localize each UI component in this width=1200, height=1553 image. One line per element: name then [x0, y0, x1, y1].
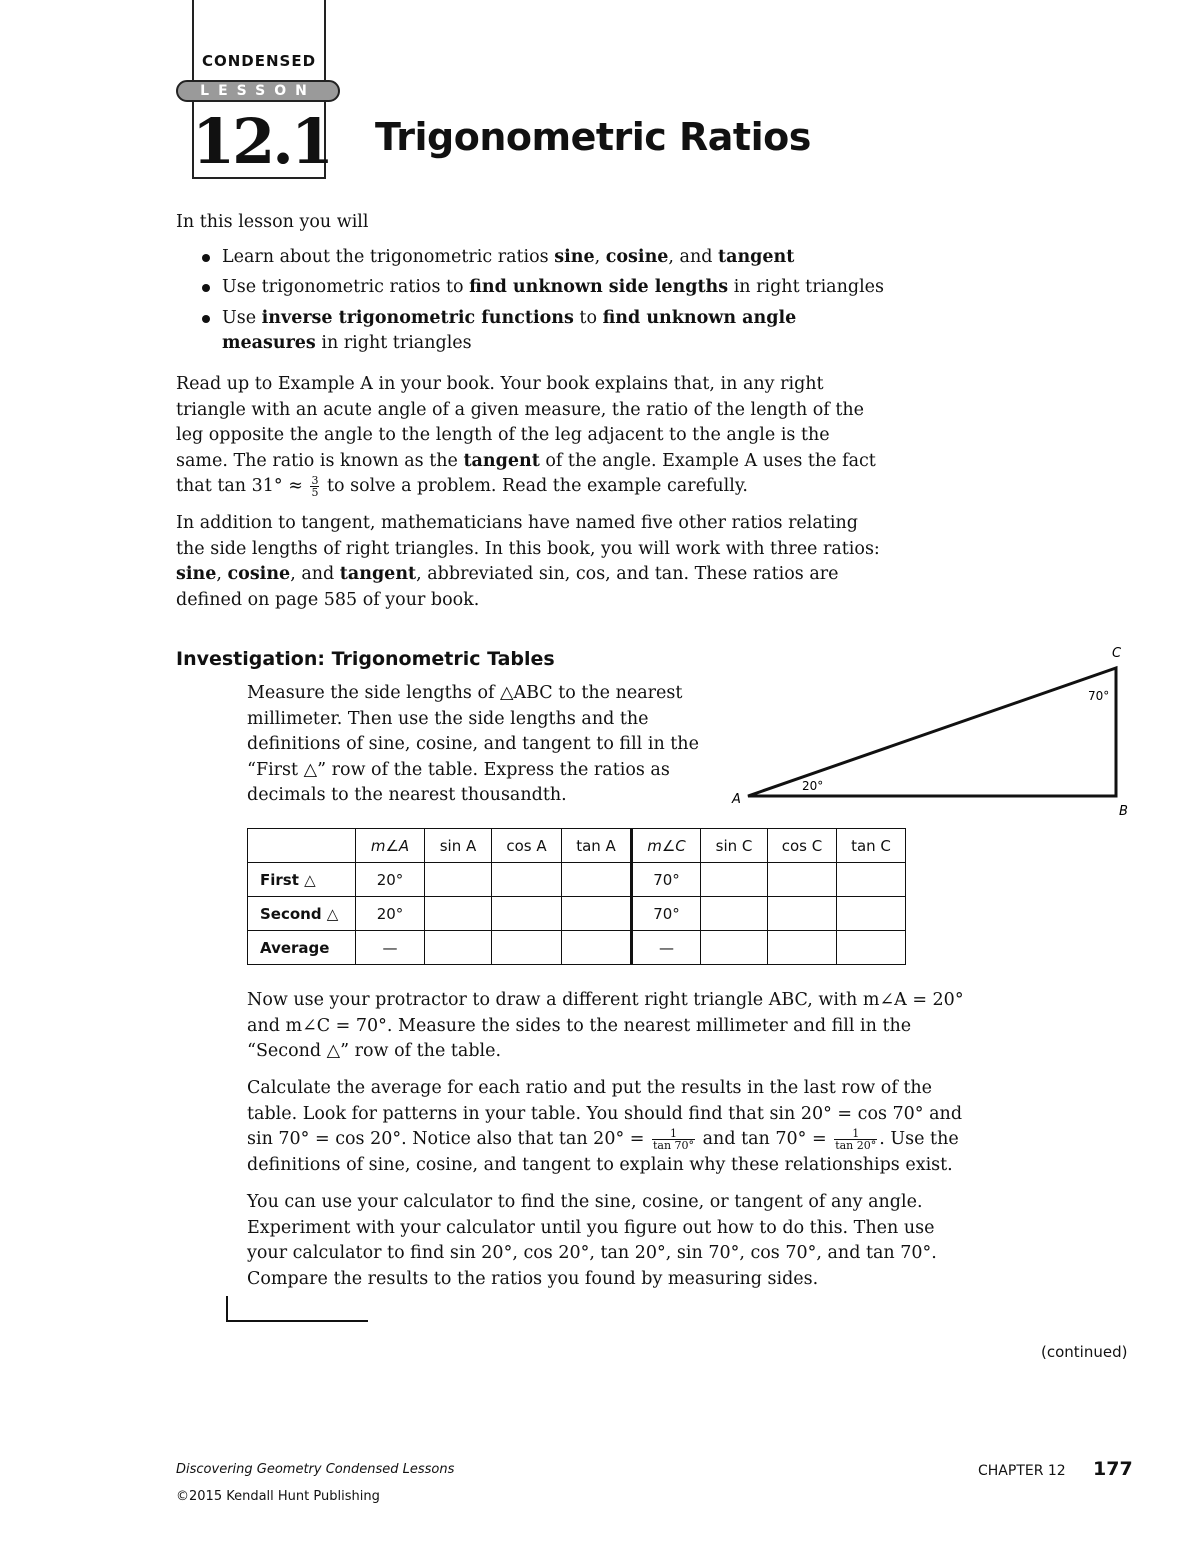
- row-label: First △: [248, 863, 356, 897]
- objective-item: Learn about the trigonometric ratios sine, cosine, and tangent: [198, 245, 896, 271]
- paragraph-second-triangle: Now use your protractor to draw a different right triangle ABC, with m∠A = 20° and m∠C = 70°. Measure the sides to the nearest millimeter and fill in the “Second △” row of the table.: [247, 990, 964, 1061]
- bullet-icon: [202, 254, 210, 262]
- footer-book-title: Discovering Geometry Condensed Lessons: [176, 1462, 455, 1477]
- objective-item: Use inverse trigonometric functions to find unknown angle measures in right triangles: [198, 306, 882, 357]
- table-cell: —: [632, 931, 701, 965]
- fraction: $\frac{1}{\tan 20^\circ}$: [835, 1127, 877, 1152]
- table-cell: [562, 863, 632, 897]
- objective-item: Use trigonometric ratios to find unknown side lengths in right triangles: [198, 275, 896, 301]
- table-header-cell: m∠A: [356, 829, 425, 863]
- badge-condensed-label: CONDENSED: [201, 52, 317, 70]
- table-header-row: [248, 829, 906, 863]
- vertex-label-a: A: [732, 792, 741, 807]
- table-cell: [837, 897, 906, 931]
- table-cell: [562, 897, 632, 931]
- table-header-cell: sin A: [425, 829, 492, 863]
- table-header-cell: cos C: [768, 829, 837, 863]
- table-cell: 20°: [356, 897, 425, 931]
- bullet-icon: [202, 315, 210, 323]
- triangle-abc: [748, 668, 1116, 796]
- corner-mark: [226, 1296, 368, 1322]
- table-cell: [562, 931, 632, 965]
- paragraph-ratios: In addition to tangent, mathematicians have named five other ratios relating the side lengths of right triangles. In this book, you will work with three ratios: sine, cosine, and tangent, abbreviated sin, cos, and tan. These ratios are defined on page 585 of your book.: [176, 513, 880, 610]
- table-cell: [768, 897, 837, 931]
- table-cell: [701, 897, 768, 931]
- table-corner-cell: [248, 829, 356, 863]
- table-cell: [701, 863, 768, 897]
- table-cell: 70°: [632, 897, 701, 931]
- footer-page-number: 177: [1093, 1458, 1133, 1480]
- paragraph-calculator: You can use your calculator to find the sine, cosine, or tangent of any angle. Experiment with your calculator until you figure out how to do this. Then use your calculator to find sin 20°, cos 20°, tan 20°, sin 70°, cos 70°, and tan 70°. Compare the results to the ratios you found by measuring sides.: [247, 1192, 937, 1289]
- table-header-cell: tan C: [837, 829, 906, 863]
- fraction: $\frac{3}{5}$: [311, 474, 319, 499]
- investigation-instructions: Measure the side lengths of △ABC to the nearest millimeter. Then use the side lengths and the definitions of sine, cosine, and tangent to fill in the “First △” row of the table. Express the ratios as decimals to the nearest thousandth.: [247, 683, 699, 805]
- table-header-cell: sin C: [701, 829, 768, 863]
- angle-label-a: 20°: [802, 779, 824, 793]
- angle-label-c: 70°: [1088, 689, 1110, 703]
- table-cell: [768, 931, 837, 965]
- page-title: Trigonometric Ratios: [375, 115, 811, 159]
- triangle-diagram: [720, 638, 1140, 818]
- investigation-heading: Investigation: Trigonometric Tables: [176, 648, 555, 670]
- lesson-number: 12.1: [192, 105, 332, 178]
- table-cell: 70°: [632, 863, 701, 897]
- table-cell: [492, 931, 562, 965]
- trig-table: [247, 828, 906, 965]
- paragraph-tangent-intro: Read up to Example A in your book. Your book explains that, in any right triangle with an acute angle of a given measure, the ratio of the length of the leg opposite the angle to the length of the leg adjacent to the angle is the same. The ratio is known as the tangent of the angle. Example A uses the fact that tan 31° ≈ $\frac{3}{5}$ to solve a problem. Read the example carefully.: [176, 374, 876, 499]
- table-cell: [492, 863, 562, 897]
- table-cell: [701, 931, 768, 965]
- table-cell: [425, 931, 492, 965]
- vertex-label-b: B: [1119, 804, 1128, 818]
- table-row: [248, 931, 906, 965]
- intro-section: [176, 210, 896, 362]
- table-cell: 20°: [356, 863, 425, 897]
- table-cell: [837, 863, 906, 897]
- table-header-cell: m∠C: [632, 829, 701, 863]
- table-cell: [837, 931, 906, 965]
- table-cell: —: [356, 931, 425, 965]
- table-cell: [425, 897, 492, 931]
- continued-label: (continued): [1041, 1343, 1128, 1361]
- table-row: [248, 863, 906, 897]
- table-header-cell: tan A: [562, 829, 632, 863]
- row-label: Second △: [248, 897, 356, 931]
- intro-lead: In this lesson you will: [176, 212, 369, 232]
- row-label: Average: [248, 931, 356, 965]
- paragraph-averages: Calculate the average for each ratio and put the results in the last row of the table. Look for patterns in your table. You should find that sin 20° = cos 70° and sin 70° = cos 20°. Notice also that tan 20° = $\frac{1}{\tan 70^\circ}$ and tan 70° = $\frac{1}{\tan 20^\circ}$ . Use the definitions of sine, cosine, and tangent to explain why these relationships exist.: [247, 1078, 963, 1175]
- fraction: $\frac{1}{\tan 70^\circ}$: [653, 1127, 695, 1152]
- bullet-icon: [202, 284, 210, 292]
- vertex-label-c: C: [1112, 646, 1122, 661]
- table-row: [248, 897, 906, 931]
- footer-chapter: CHAPTER 12: [978, 1463, 1066, 1479]
- table-cell: [425, 863, 492, 897]
- badge-lesson-label: LESSON: [176, 80, 340, 102]
- footer-copyright: ©2015 Kendall Hunt Publishing: [176, 1489, 380, 1504]
- table-cell: [768, 863, 837, 897]
- table-header-cell: cos A: [492, 829, 562, 863]
- table-cell: [492, 897, 562, 931]
